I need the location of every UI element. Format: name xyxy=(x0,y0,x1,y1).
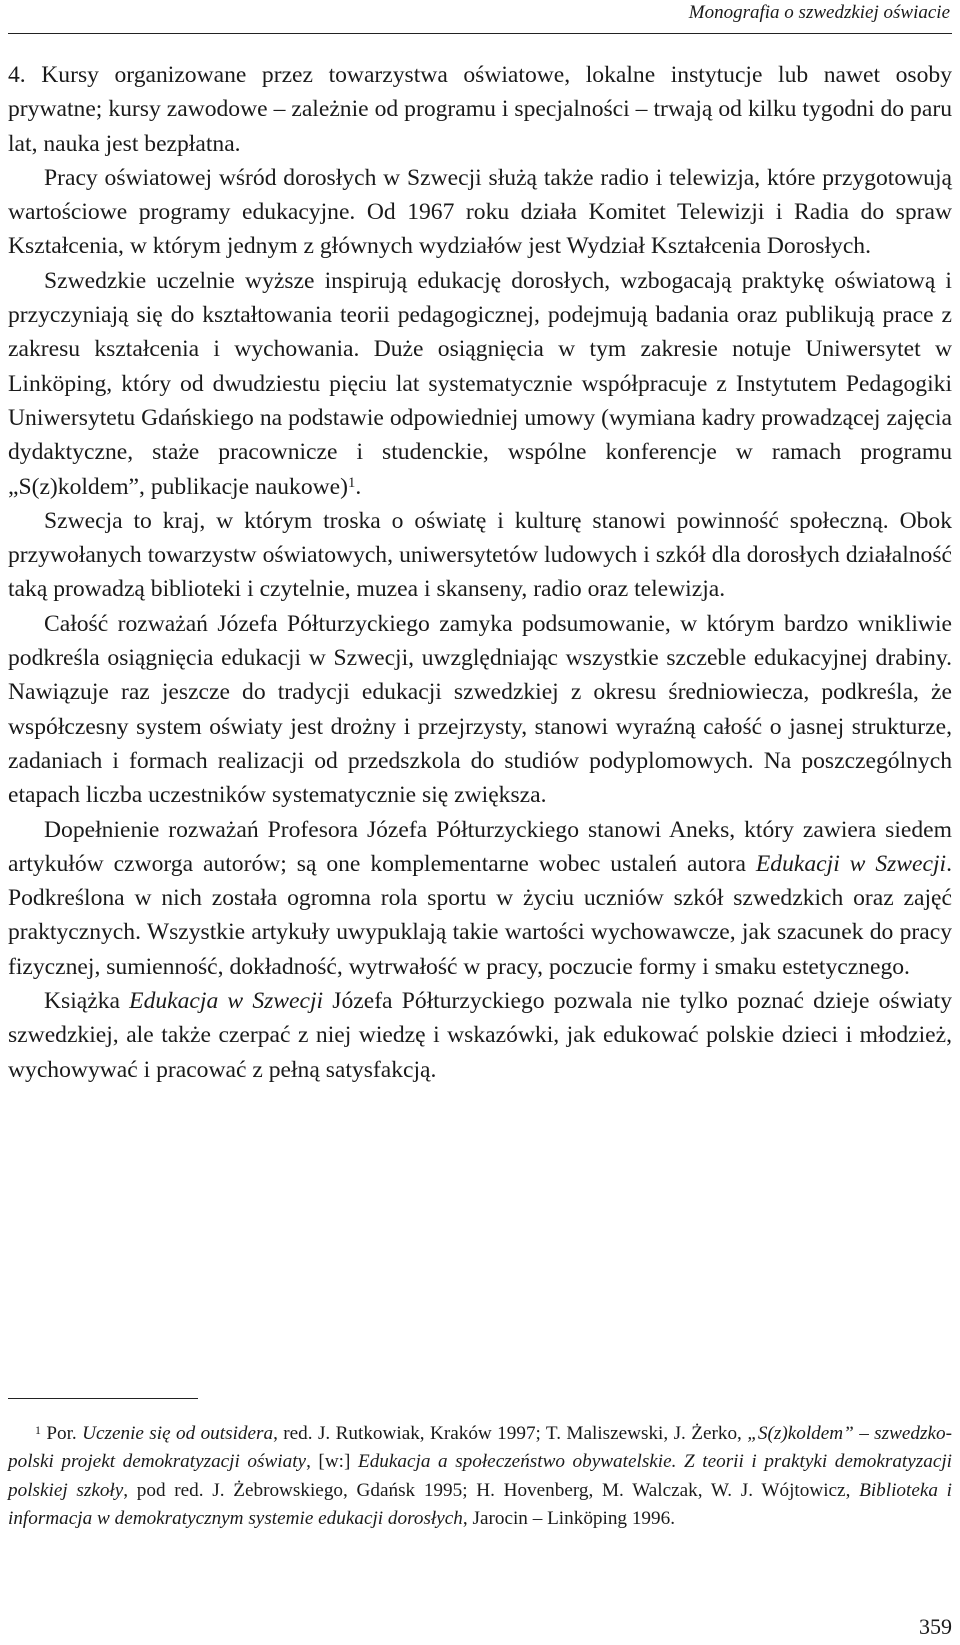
annex-text-start: Dopełnienie rozważań Profesora Józefa Półturzyckiego stanowi Aneks, który zawiera siedem artykułów czworga autorów; są one komplementarne wobec ustaleń autora xyxy=(8,816,952,877)
footnote-segment: Por. xyxy=(40,1423,83,1444)
annex-text-end: . Podkreślona w nich została ogromna rola sportu w życiu uczniów szkół szwedzkich oraz zajęć praktycznych. Wszystkie artykuły uwypuklają takie wartości wychowawcze, jak szacunek do pracy fizycznej, sumienność, dokładność, wytrwałość w pracy, poczucie formy i smaku estetycznego. xyxy=(8,850,952,980)
footnote-title: Uczenie się od outsidera xyxy=(82,1423,274,1444)
footnote-marker: 1 xyxy=(35,1422,41,1437)
conclusion-text-end: Józefa Półturzyckiego pozwala nie tylko poznać dzieje oświaty szwedzkiej, ale także czerpać z niej wiedzę i wskazówki, jak edukować polskie dzieci i młodzież, wychowywać i pracować z pełną satysfakcją. xyxy=(8,988,952,1083)
paragraph-conclusion xyxy=(8,984,952,1087)
running-header xyxy=(8,0,952,38)
footnote-text xyxy=(8,1420,952,1534)
footnote-segment: , [w:] xyxy=(306,1451,358,1473)
paragraph-annex xyxy=(8,813,952,984)
footnote-title: Biblioteka i informacja w demokratycznym systemie edukacji dorosłych xyxy=(8,1479,952,1530)
running-header-title: Monografia o szwedzkiej oświacie xyxy=(688,2,950,23)
footnote-segment: , red. J. Rutkowiak, Kraków 1997; T. Maliszewski, J. Żerko, xyxy=(273,1423,748,1444)
footnote-segment: , pod red. J. Żebrowskiego, Gdańsk 1995; H. Hovenberg, M. Walczak, W. J. Wójtowicz, xyxy=(123,1479,860,1501)
paragraph-universities-text: Szwedzkie uczelnie wyższe inspirują edukację dorosłych, wzbogacają praktykę oświatową i przyczyniają się do kształtowania teorii pedagogicznej, podejmują badania oraz publikują prace z zakresu kształcenia i wychowania. Duże osiągnięcia w tym zakresie notuje Uniwersytet w Linköping, który od dwudziestu pięciu lat systematycznie współpracuje z Instytutem Pedagogiki Uniwersytetu Gdańskiego na podstawie odpowiedniej umowy (wymiana kadry prowadzącej zajęcia dydaktyczne, staże pracownicze i studenckie, wspólne konferencje w ramach programu „S(z)koldem”, publikacje naukowe) xyxy=(8,267,952,500)
footnote-title: „S(z)koldem” – szwedzko-polski projekt demokratyzacji oświaty xyxy=(8,1423,952,1473)
paragraph-summary: Całość rozważań Józefa Półturzyckiego zamyka podsumowanie, w którym bardzo wnikliwie podkreśla osiągnięcia edukacji w Szwecji, uwzględniając wszystkie szczeble edukacyjnej drabiny. Nawiązuje raz jeszcze do tradycji edukacji szwedzkiej z okresu średniowiecza, podkreśla, że współczesny system oświaty jest drożny i przejrzysty, stanowi wyraźną całość o jasnej strukturze, zadaniach i formach realizacji od przedszkola do studiów podyplomowych. Na poszczególnych etapach liczba uczestników systematycznie się zwiększa. xyxy=(8,610,952,809)
paragraph-universities xyxy=(8,264,952,504)
footnote-title: Edukacja a społeczeństwo obywatelskie. Z teorii i praktyki demokratyzacji polskiej szkoły xyxy=(8,1451,952,1501)
footnote xyxy=(8,1420,952,1534)
list-item-4: 4. Kursy organizowane przez towarzystwa oświatowe, lokalne instytucje lub nawet osoby prywatne; kursy zawodowe – zależnie od programu i specjalności – trwają od kilku tygodni do paru lat, nauka jest bezpłatna. xyxy=(8,62,952,157)
paragraph-culture: Szwecja to kraj, w którym troska o oświatę i kulturę stanowi powinność społeczną. Obok przywołanych towarzystw oświatowych, uniwersytetów ludowych i szkół dla dorosłych działalność taką prowadzą biblioteki i czytelnie, muzea i skanseny, radio oraz telewizja. xyxy=(8,507,952,603)
page-number: 359 xyxy=(919,1614,952,1639)
paragraph-radio-tv: Pracy oświatowej wśród dorosłych w Szwecji służą także radio i telewizja, które przygotowują wartościowe programy edukacyjne. Od 1967 roku działa Komitet Telewizji i Radia do spraw Kształcenia, w którym jednym z głównych wydziałów jest Wydział Kształcenia Dorosłych. xyxy=(8,164,952,260)
main-text xyxy=(8,58,952,1087)
conclusion-text-start: Książka xyxy=(44,988,130,1015)
conclusion-book-title: Edukacja w Szwecji xyxy=(129,988,324,1015)
header-rule xyxy=(8,33,952,34)
annex-book-title: Edukacji w Szwecji xyxy=(755,850,947,877)
footnote-reference: 1 xyxy=(348,474,356,491)
footnote-rule xyxy=(8,1398,198,1399)
paragraph-universities-end: . xyxy=(355,473,362,500)
footnote-segment: , Jarocin – Linköping 1996. xyxy=(462,1508,675,1530)
